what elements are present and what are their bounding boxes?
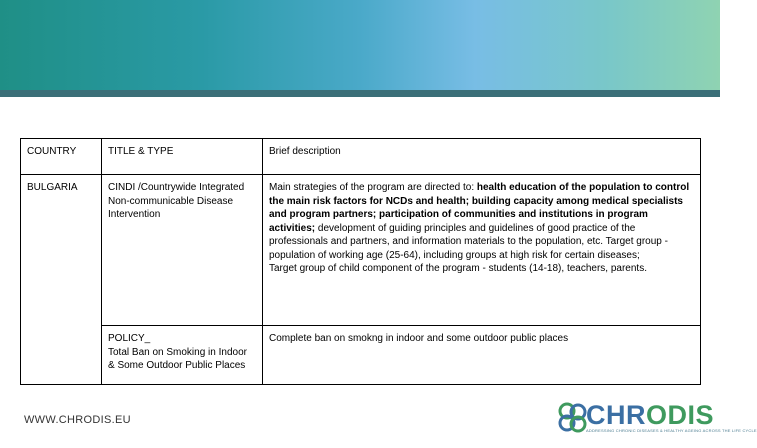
cell-policy-description: Complete ban on smokng in indoor and some outdoor public places bbox=[263, 326, 701, 385]
logo-tagline: ADDRESSING CHRONIC DISEASES & HEALTHY AGEING ACROSS THE LIFE CYCLE bbox=[586, 428, 757, 433]
logo-wordmark: CHRODIS bbox=[586, 400, 715, 430]
table-row bbox=[21, 175, 701, 326]
description-strategies: health education of the population to control the main risk factors for NCDs and health; building capacity among medical specialists and program partners; participation of communities and institutions in program activities; bbox=[269, 182, 690, 234]
description-rest: development of guiding principles and guidelines of good practice of the professionals and partners, and information materials to the population, etc. Target group - population of working age (25-64), including groups at high risk for certain diseases; bbox=[269, 222, 668, 261]
header-brief-description: Brief description bbox=[263, 139, 701, 175]
policy-name: Total Ban on Smoking in Indoor & Some Outdoor Public Places bbox=[108, 346, 247, 371]
cell-title: CINDI /Countrywide Integrated Non-communicable Disease Intervention bbox=[102, 175, 263, 326]
header-country: COUNTRY bbox=[21, 139, 102, 175]
interlocking-rings-icon bbox=[556, 400, 590, 436]
programs-table bbox=[20, 138, 701, 385]
description-target-group-child: Target group of child component of the program - students (14-18), teachers, parents. bbox=[269, 263, 647, 274]
cell-description bbox=[263, 175, 701, 326]
header-title-type: TITLE & TYPE bbox=[102, 139, 263, 175]
footer-website: WWW.CHRODIS.EU bbox=[24, 414, 131, 426]
header-divider-strip bbox=[0, 90, 720, 97]
policy-label: POLICY_ bbox=[108, 333, 151, 344]
description-intro: Main strategies of the program are directed to: bbox=[269, 182, 477, 193]
table-row bbox=[21, 326, 701, 385]
chrodis-logo bbox=[556, 400, 757, 438]
table-header-row bbox=[21, 139, 701, 175]
cell-policy-title bbox=[102, 326, 263, 385]
cell-country: BULGARIA bbox=[21, 175, 102, 385]
header-banner bbox=[0, 0, 720, 90]
